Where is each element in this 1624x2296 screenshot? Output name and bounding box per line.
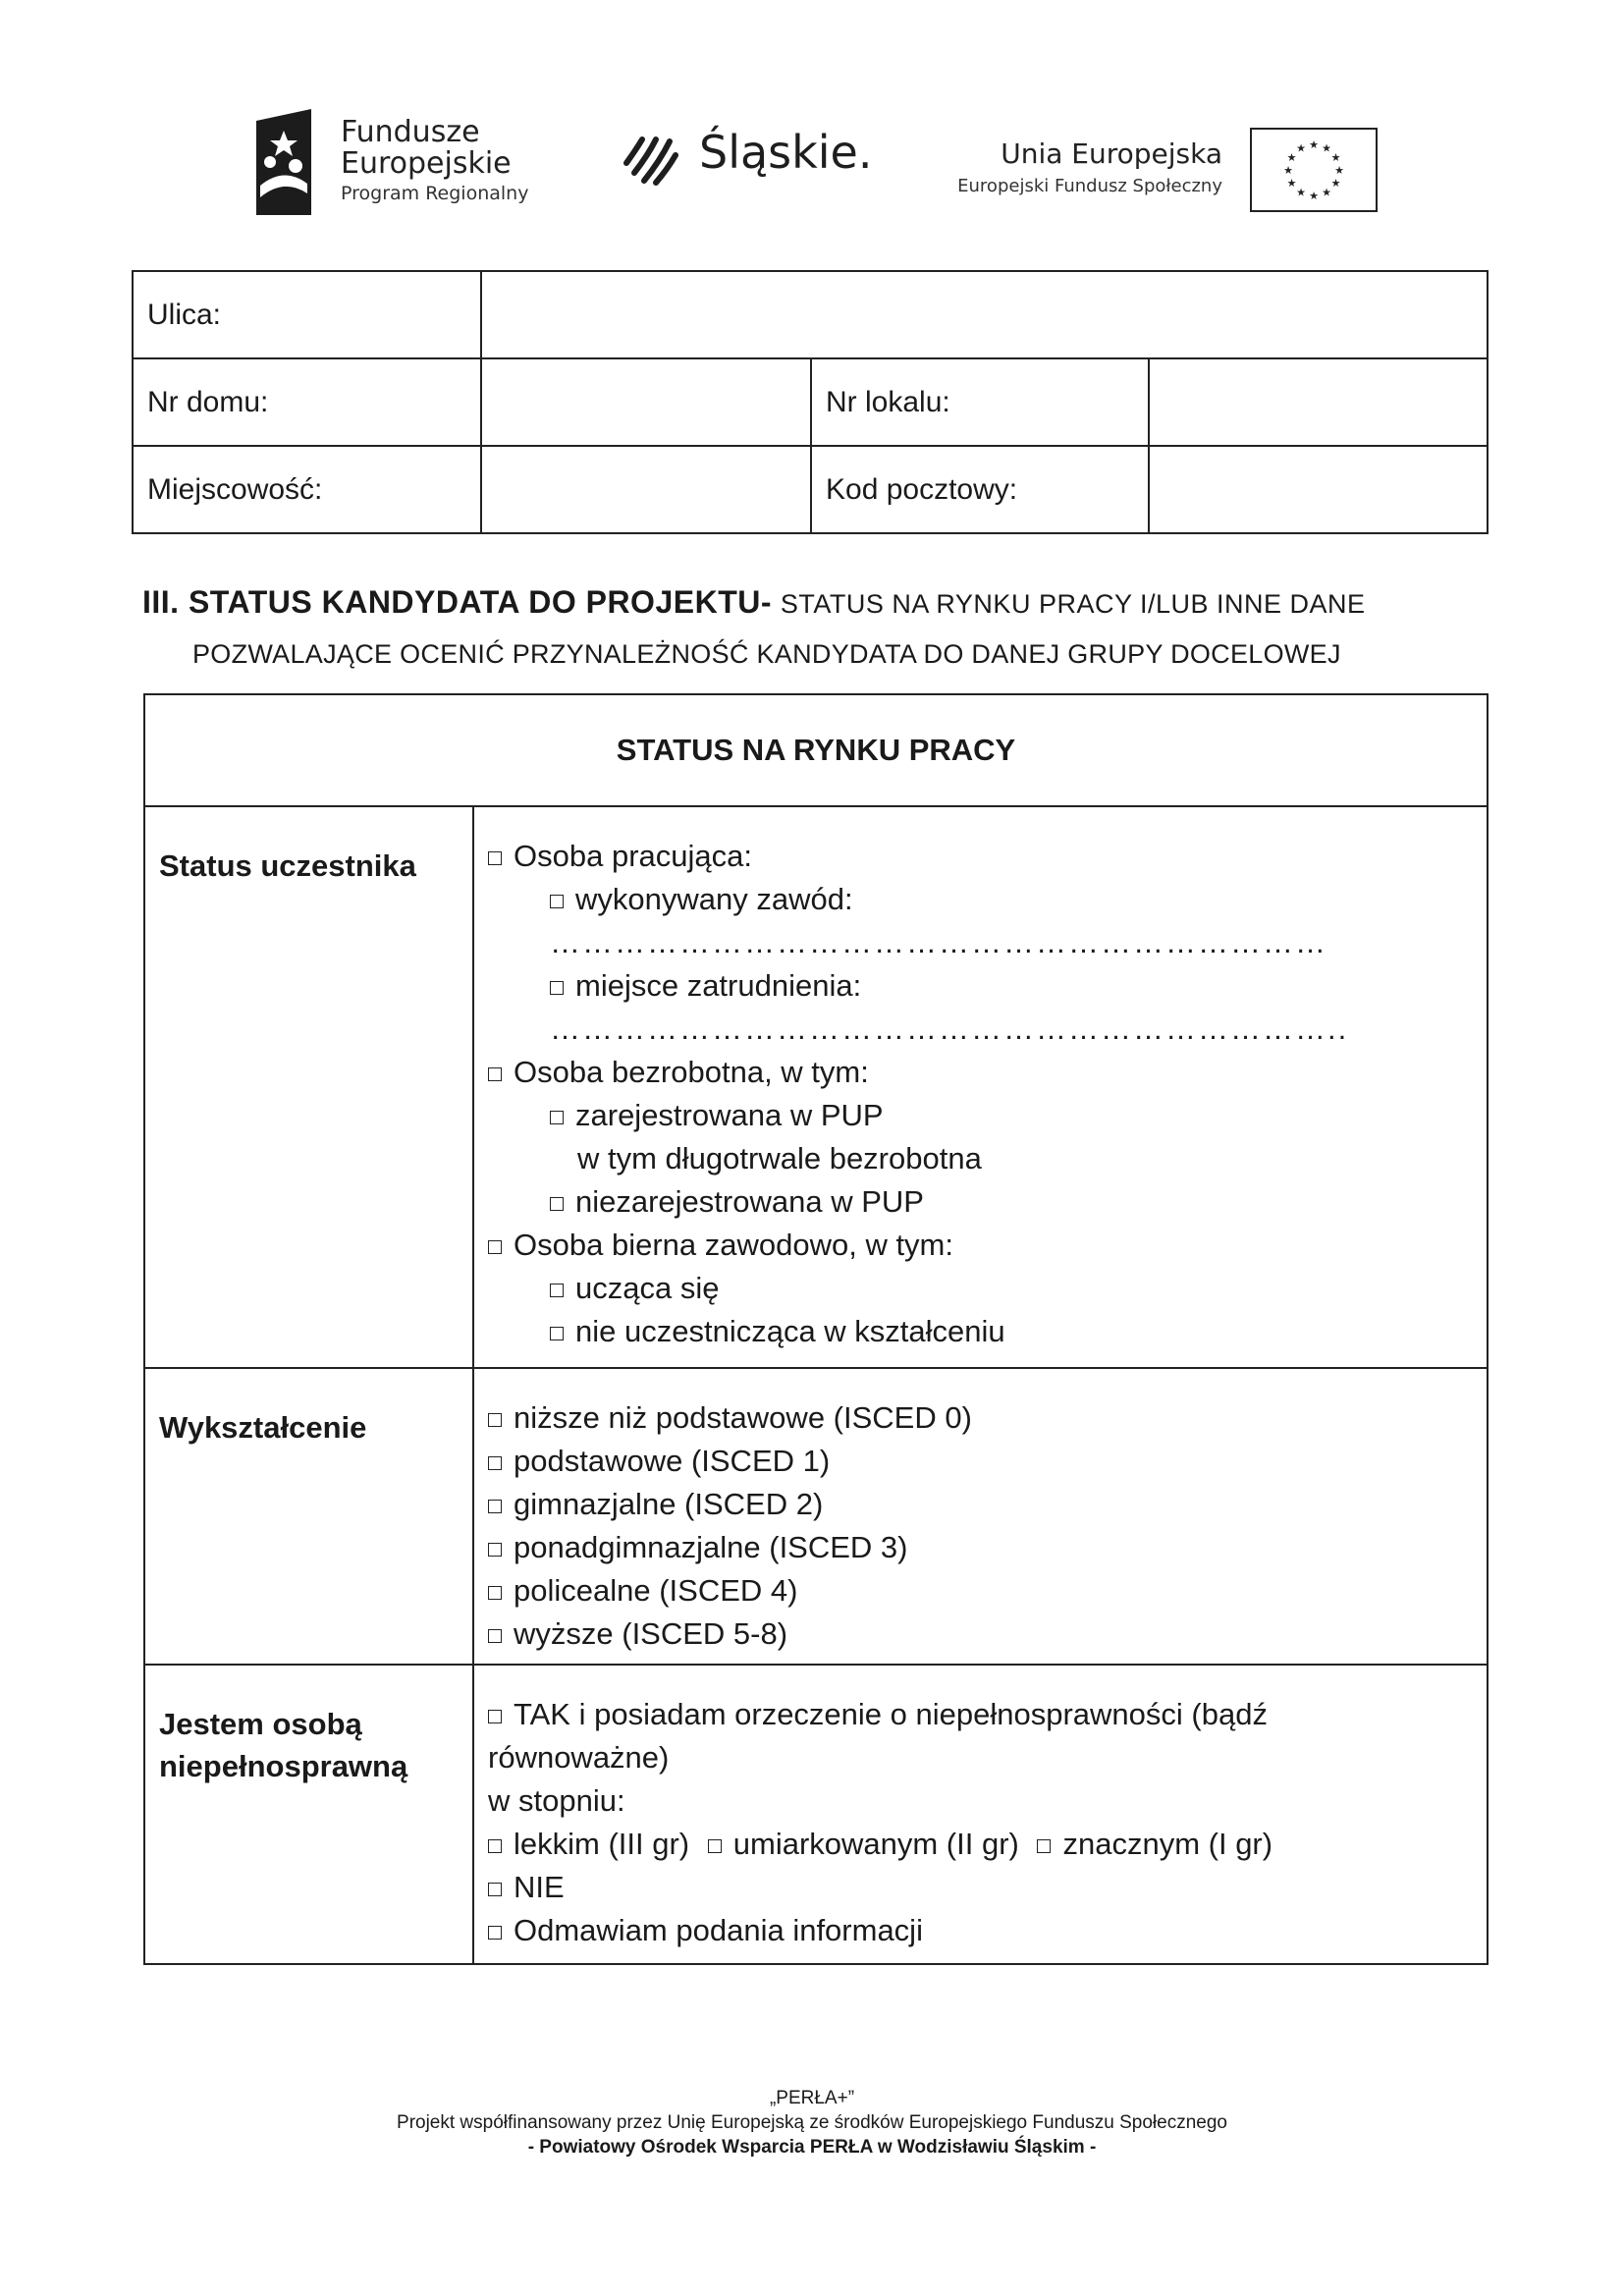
option-education-5[interactable]: wyższe (ISCED 5-8) [488,1613,1473,1656]
checkbox-workplace[interactable] [550,981,564,995]
checkbox-education-0[interactable] [488,1413,502,1427]
option-education-1[interactable]: podstawowe (ISCED 1) [488,1440,1473,1483]
eu-star-icon: ★ [1309,139,1319,151]
checkbox-disability-no[interactable] [488,1883,502,1896]
eu-star-icon: ★ [1322,187,1331,199]
postcode-field[interactable] [1149,446,1488,533]
option-learning[interactable]: ucząca się [488,1267,1473,1310]
option-education-2[interactable]: gimnazjalne (ISCED 2) [488,1483,1473,1526]
eu-star-icon: ★ [1330,178,1341,190]
option-education-4[interactable]: policealne (ISCED 4) [488,1569,1473,1613]
fe-logo-line2: Europejskie [341,146,512,181]
checkbox-education-5[interactable] [488,1629,502,1643]
checkbox-employed[interactable] [488,851,502,865]
disability-options [473,1665,1488,1964]
checkbox-not-learning[interactable] [550,1327,564,1340]
checkbox-learning[interactable] [550,1284,564,1297]
unia-europejska-logo-text [943,137,1222,196]
street-field[interactable] [481,271,1488,358]
eu-star-icon: ★ [1296,187,1306,199]
address-table [132,270,1489,534]
eu-star-icon: ★ [1283,165,1293,177]
option-education-3[interactable]: ponadgimnazjalne (ISCED 3) [488,1526,1473,1569]
eu-star-icon: ★ [1286,178,1297,190]
street-label: Ulica: [133,271,481,358]
status-table [143,693,1489,1965]
option-occupation[interactable]: wykonywany zawód: [488,878,1473,921]
postcode-label: Kod pocztowy: [811,446,1149,533]
section-title-bold: III. STATUS KANDYDATA DO PROJEKTU- [142,584,772,620]
degree-light-text: lekkim (III gr) [514,1827,690,1861]
disability-degree-text: w stopniu: [488,1783,625,1818]
checkbox-registered-pup[interactable] [550,1111,564,1124]
option-disability-yes[interactable]: TAK i posiadam orzeczenie o niepełnosprawności (bądź [488,1693,1473,1736]
fe-logo-line3: Program Regionalny [341,183,529,204]
option-disability-no[interactable]: NIE [488,1866,1473,1909]
checkbox-degree-severe[interactable] [1037,1839,1051,1853]
eu-star-icon: ★ [1286,152,1297,164]
section-title [142,583,1542,621]
ue-logo-line1: Unia Europejska [1001,137,1222,170]
checkbox-occupation[interactable] [550,895,564,908]
house-number-field[interactable] [481,358,811,446]
slaskie-logo-text: Śląskie. [699,126,873,179]
option-unemployed[interactable]: Osoba bezrobotna, w tym: [488,1051,1473,1094]
eu-star-icon: ★ [1322,142,1331,155]
education-options [473,1368,1488,1665]
section-title-line2: POZWALAJĄCE OCENIĆ PRZYNALEŻNOŚĆ KANDYDATA DO DANEJ GRUPY DOCELOWEJ [192,639,1341,669]
checkbox-education-1[interactable] [488,1456,502,1470]
checkbox-inactive[interactable] [488,1240,502,1254]
occupation-dotted-line[interactable]: ……………………………………………………………… [550,925,1327,959]
degree-moderate-text: umiarkowanym (II gr) [732,1827,1019,1861]
checkbox-unemployed[interactable] [488,1067,502,1081]
education-label: Wykształcenie [144,1368,473,1665]
status-table-header: STATUS NA RYNKU PRACY [144,694,1488,806]
eu-star-icon: ★ [1334,165,1344,177]
footer [0,2088,1624,2159]
eu-star-icon: ★ [1330,152,1341,164]
fe-logo-line1: Fundusze [341,115,480,149]
fundusze-europejskie-emblem-icon [250,103,317,221]
degree-severe-text: znacznym (I gr) [1062,1827,1273,1861]
slaskie-wave-icon [621,130,681,189]
checkbox-disability-refuse[interactable] [488,1926,502,1940]
option-unregistered-pup[interactable]: niezarejestrowana w PUP [488,1180,1473,1224]
flat-number-label: Nr lokalu: [811,358,1149,446]
option-education-0[interactable]: niższe niż podstawowe (ISCED 0) [488,1396,1473,1440]
checkbox-degree-moderate[interactable] [708,1839,722,1853]
option-not-learning[interactable]: nie uczestnicząca w kształceniu [488,1310,1473,1353]
city-label: Miejscowość: [133,446,481,533]
city-field[interactable] [481,446,811,533]
participant-status-label: Status uczestnika [144,806,473,1368]
section-title-rest: STATUS NA RYNKU PRACY I/LUB INNE DANE [780,589,1366,619]
footer-project-name: „PERŁA+” [769,2088,855,2108]
checkbox-education-4[interactable] [488,1586,502,1600]
option-disability-refuse[interactable]: Odmawiam podania informacji [488,1909,1473,1952]
disability-label [144,1665,473,1964]
eu-star-icon: ★ [1296,142,1306,155]
flat-number-field[interactable] [1149,358,1488,446]
option-workplace[interactable]: miejsce zatrudnienia: [488,964,1473,1008]
option-registered-pup[interactable]: zarejestrowana w PUP [488,1094,1473,1137]
checkbox-education-3[interactable] [488,1543,502,1557]
eu-star-icon: ★ [1309,191,1319,202]
checkbox-unregistered-pup[interactable] [550,1197,564,1211]
option-inactive[interactable]: Osoba bierna zawodowo, w tym: [488,1224,1473,1267]
checkbox-disability-yes[interactable] [488,1710,502,1723]
option-employed[interactable]: Osoba pracująca: [488,835,1473,878]
disability-degree-options [488,1823,1473,1866]
fundusze-europejskie-logo-text [341,115,529,204]
disability-label-line1: Jestem osobą [159,1707,362,1741]
disability-label-line2: niepełnosprawną [159,1749,408,1784]
checkbox-education-2[interactable] [488,1500,502,1513]
eu-flag-icon [1250,128,1378,212]
footer-center: - Powiatowy Ośrodek Wsparcia PERŁA w Wodzisławiu Śląskim - [527,2137,1097,2158]
workplace-dotted-line[interactable]: ……………………………………………………………….. [550,1011,1349,1046]
checkbox-degree-light[interactable] [488,1839,502,1853]
footer-cofinance: Projekt współfinansowany przez Unię Europejską ze środków Europejskiego Funduszu Społecznego [397,2112,1227,2133]
participant-status-options [473,806,1488,1368]
disability-yes-line2: równoważne) [488,1740,670,1775]
ue-logo-line2: Europejski Fundusz Społeczny [957,176,1222,196]
house-number-label: Nr domu: [133,358,481,446]
long-term-unemployed-text: w tym długotrwale bezrobotna [577,1141,982,1175]
